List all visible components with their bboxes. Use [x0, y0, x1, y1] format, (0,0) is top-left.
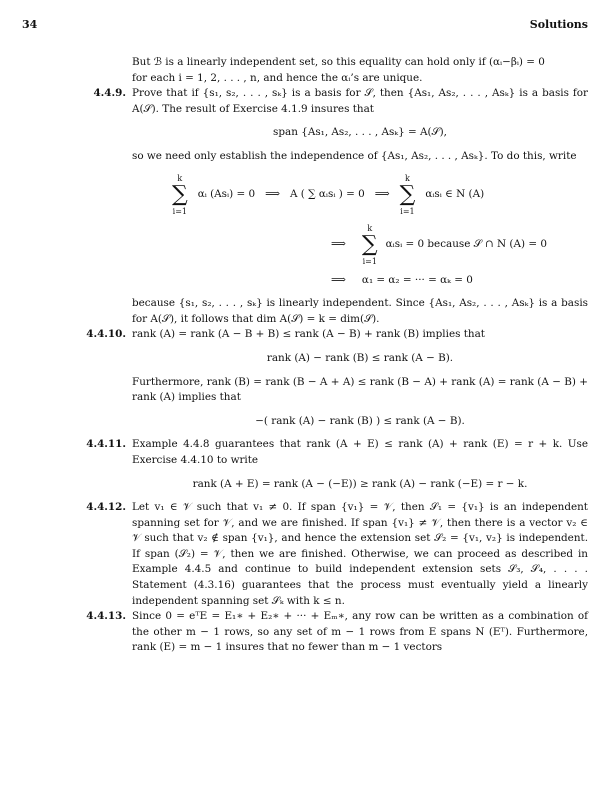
- equation-row-2: [362, 223, 588, 267]
- equation-part: αᵢsᵢ ∈ N (A): [425, 187, 485, 200]
- exercise-text: Prove that if {s₁, s₂, . . . , sₖ} is a basis for 𝒮, then {As₁, As₂, . . . , Asₖ} is a basis for A(𝒮). The result of Exercise 4.1.9 insures that: [132, 87, 588, 115]
- exercise-label: 4.4.13.: [86, 610, 126, 623]
- exercise-label: 4.4.11.: [86, 438, 126, 451]
- exercise-4-4-9: [93, 86, 588, 117]
- exercise-label: 4.4.12.: [86, 501, 126, 514]
- summation: k ∑ i=1: [172, 173, 188, 216]
- exercise-text: Since 0 = eᵀE = E₁∗ + E₂∗ + ··· + Eₘ∗, any row can be written as a combination of the other m − 1 rows, so any set of m − 1 rows from E spans N (Eᵀ). Furthermore, rank (E) = m − 1 insures that no fewer than m − 1 vectors: [132, 610, 588, 654]
- running-head: Solutions: [529, 18, 588, 31]
- page-number: 34: [22, 18, 38, 31]
- implies-symbol: ⟹: [265, 187, 280, 200]
- paragraph: Furthermore, rank (B) = rank (B − A + A) ≤ rank (B − A) + rank (A) = rank (A − B) + rank (A) implies that: [132, 375, 588, 404]
- implies-symbol: ⟹: [374, 187, 390, 200]
- intro-line-2: for each i = 1, 2, . . . , n, and hence the αᵢ’s are unique.: [132, 71, 423, 84]
- intro-line-1: But ℬ is a linearly independent set, so this equality can hold only if (αᵢ−βᵢ) = 0: [132, 56, 545, 68]
- page-body: [22, 55, 588, 656]
- exercise-label: 4.4.10.: [86, 328, 126, 341]
- summation: k ∑ i=1: [399, 173, 416, 216]
- equation-part: A ( ∑ αᵢsᵢ ) = 0: [290, 187, 365, 200]
- equation-row-1: [172, 173, 588, 217]
- exercise-text: Let v₁ ∈ 𝒱 such that v₁ ≠ 0. If span {v₁} = 𝒱, then 𝒮₁ = {v₁} is an independent spanning set for 𝒱, and we are finished. If span {v₁} ≠ 𝒱, then there is a vector v₂ ∈ 𝒱 such that v₂ ∉ span {v₁}, and hence the extension set 𝒮₂ = {v₁, v₂} is independent. If span (𝒮₂) = 𝒱, then we are finished. Otherwise, we can proceed as described in Example 4.4.5 and continue to build independent extension sets 𝒮₃, 𝒮₄, . . . . Statement (4.3.16) guarantees that the process must eventually yield a linearly independent spanning set 𝒮ₖ with k ≤ n.: [132, 501, 588, 607]
- exercise-4-4-11: [86, 437, 588, 468]
- exercise-4-4-13: [86, 609, 588, 656]
- implication-chain: [172, 173, 588, 289]
- exercise-text: Example 4.4.8 guarantees that rank (A + E) ≤ rank (A) + rank (E) = r + k. Use Exercise 4.4.10 to write: [132, 438, 588, 466]
- implies-symbol: ⟹: [331, 237, 346, 250]
- equation-part: αᵢsᵢ = 0 because 𝒮 ∩ N (A) = 0: [385, 237, 547, 250]
- exercise-4-4-12: [86, 500, 588, 609]
- paragraph: so we need only establish the independence of {As₁, As₂, . . . , Asₖ}. To do this, write: [132, 149, 577, 162]
- exercise-4-4-10: [86, 327, 588, 343]
- display-equation: rank (A) − rank (B) ≤ rank (A − B).: [266, 351, 454, 364]
- equation-part: αᵢ (Asᵢ) = 0: [197, 187, 256, 200]
- summation: k ∑ i=1: [361, 223, 378, 266]
- equation-row-3: α₁ = α₂ = ··· = αₖ = 0: [361, 273, 473, 286]
- display-equation: −( rank (A) − rank (B) ) ≤ rank (A − B).: [255, 414, 465, 427]
- paragraph: because {s₁, s₂, . . . , sₖ} is linearly independent. Since {As₁, As₂, . . . , Asₖ} is a basis for A(𝒮), it follows that dim A(𝒮) = k = dim(𝒮).: [132, 297, 588, 325]
- implies-symbol: ⟹: [331, 273, 346, 286]
- exercise-label: 4.4.9.: [93, 87, 126, 100]
- page-header: [22, 18, 588, 34]
- display-equation: rank (A + E) = rank (A − (−E)) ≥ rank (A) − rank (−E) = r − k.: [192, 477, 528, 490]
- display-equation: span {As₁, As₂, . . . , Asₖ} = A(𝒮),: [273, 126, 447, 139]
- exercise-text: rank (A) = rank (A − B + B) ≤ rank (A − B) + rank (B) implies that: [132, 328, 485, 341]
